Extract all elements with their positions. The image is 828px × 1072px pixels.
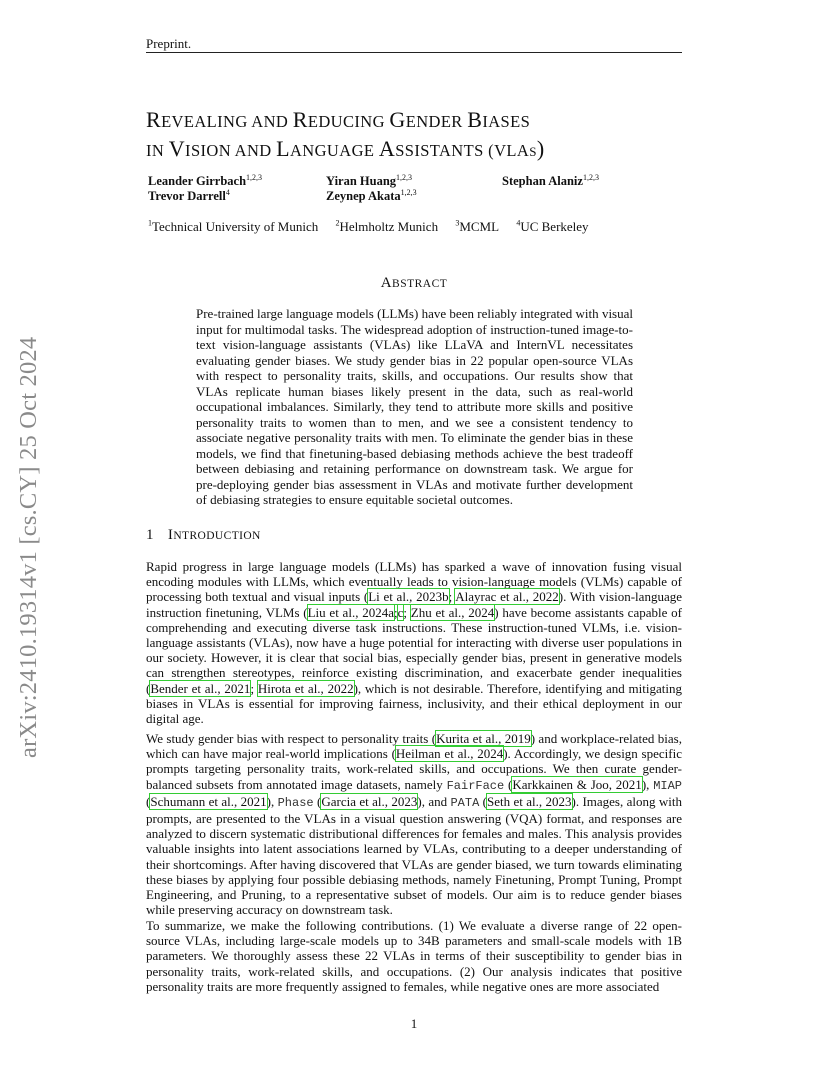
author-2	[326, 173, 412, 189]
affiliations	[148, 219, 603, 235]
title-text: V	[168, 136, 186, 161]
dataset-name: Phase	[277, 795, 314, 810]
affiliation-3	[455, 219, 499, 234]
author-affiliation-sup: 1,2,3	[396, 173, 413, 182]
section-title: NTRODUCTION	[173, 530, 261, 542]
author-1	[148, 173, 262, 189]
heading-text: BSTRACT	[392, 278, 448, 290]
paragraph-text: ), which is not desirable. Therefore, identifying and mitigating biases in VLAs is essential for improving fairness, inclusivity, and their ethical deployment in our digital age.	[146, 680, 682, 727]
title-text: SSISTANTS (VLA	[395, 141, 530, 160]
title-text: IASES	[482, 112, 531, 131]
citation-link[interactable]: Kurita et al., 2019	[436, 731, 531, 746]
heading-text: A	[380, 275, 393, 291]
author-name: Yiran Huang	[326, 174, 397, 189]
paragraph-text: ;	[393, 604, 398, 620]
page-number: 1	[410, 1016, 418, 1031]
dataset-name: MIAP	[653, 778, 683, 793]
citation-link[interactable]: Heilman et al., 2024	[395, 746, 504, 762]
author-5	[326, 188, 417, 204]
paragraph-text: Rapid progress in large language models (LLMs) has sparked a wave of innovation fusing visual encoding modules with LLMs, which eventually leads to vision-language models (VLMs) capable of processing both textual and visual inputs (	[146, 559, 682, 605]
paragraph-text: (	[146, 793, 151, 809]
citation-link[interactable]: Schumann et al., 2021	[150, 793, 267, 809]
author-3	[502, 173, 599, 189]
citation-link[interactable]: Garcia et al., 2023	[321, 793, 418, 809]
citation-link[interactable]: Seth et al., 2023	[487, 793, 572, 809]
paragraph-text: ;	[250, 680, 258, 696]
arxiv-watermark[interactable]: arXiv:2410.19314v1 [cs.CY] 25 Oct 2024	[15, 336, 42, 758]
title-text: ISION AND	[185, 141, 277, 160]
author-affiliation-sup: 4	[225, 188, 230, 197]
citation-link[interactable]: c	[397, 604, 404, 620]
intro-paragraph-3: To summarize, we make the following contributions. (1) We evaluate a diverse range of 22 open-source VLAs, including large-scale models up to 34B parameters and small-scale models with 1B parameters. We thoroughly assess these 22 VLAs in terms of their susceptibility to gender bias in personality traits, work-related skills, and occupations. (2) Our analysis indicates that positive personality traits are more frequently assigned to females, while negative ones are more associated	[146, 918, 682, 994]
citation-link[interactable]: Liu et al., 2024a	[307, 604, 394, 620]
paragraph-text: (	[504, 776, 513, 792]
paragraph-text: ),	[266, 793, 278, 809]
affiliation-sup: 1	[148, 219, 152, 228]
citation-link[interactable]: Li et al., 2023b	[368, 589, 449, 605]
abstract-text: Pre-trained large language models (LLMs) have been reliably integrated with visual input for multimodal tasks. The widespread adoption of instruction-tuned image-to-text vision-language assistants (VLAs) like LLaVA and InternVL necessitates evaluating gender biases. We study gender bias in 22 popular open-source VLAs with respect to personality traits, skills, and occupations. Our results show that VLAs replicate human biases likely present in the data, such as real-world occupational imbalances. Similarly, they tend to attribute more skills and positive personality traits to women than to men, and we see a consistent tendency to associate negative personality traits with men. To eliminate the gender bias in these models, we find that finetuning-based debiasing methods achieve the best tradeoff between debiasing and retaining performance on downstream task. We argue for pre-deploying gender bias assessment in VLAs and motivate further development of debiasing strategies to ensure equitable societal outcomes.	[196, 306, 633, 507]
section-title: I	[167, 527, 174, 543]
paragraph-text: (	[313, 793, 322, 809]
title-text: R	[292, 107, 308, 132]
affiliation-sup: 4	[516, 219, 521, 228]
title-text: R	[146, 107, 162, 132]
author-affiliation-sup: 1,2,3	[246, 173, 263, 182]
citation-link[interactable]: Alayrac et al., 2022	[455, 589, 559, 605]
intro-paragraph-1	[146, 559, 682, 726]
citation-link[interactable]: Karkkainen & Joo, 2021	[512, 776, 642, 792]
dataset-name: FairFace	[446, 778, 505, 793]
dataset-name: PATA	[450, 795, 480, 810]
affiliation-1	[148, 219, 318, 234]
header-rule	[146, 52, 682, 53]
author-name: Trevor Darrell	[148, 189, 226, 204]
paragraph-text: ), and	[417, 793, 451, 809]
title-text: L	[276, 136, 290, 161]
paragraph-text: ). With vision-language instruction finetuning, VLMs (	[146, 589, 682, 620]
paper-title	[146, 106, 706, 165]
paragraph-text: ;	[403, 604, 411, 620]
title-text: G	[389, 107, 406, 132]
title-text: ENDER	[405, 112, 468, 131]
paragraph-text: ;	[448, 589, 456, 605]
intro-paragraph-2	[146, 731, 682, 917]
title-text: S	[529, 144, 537, 159]
author-name: Zeynep Akata	[326, 189, 401, 204]
section-number: 1	[146, 527, 154, 543]
affiliation-sup: 3	[455, 219, 460, 228]
affiliation-2	[336, 219, 439, 234]
paragraph-text: ). Accordingly, we design specific prompts targeting personality traits, work-related skills, and occupations. We then curate gender-balanced subsets from annotated image datasets, namely	[146, 746, 682, 792]
author-name: Leander Girrbach	[148, 174, 247, 189]
affiliation-name: Helmholtz Munich	[339, 219, 439, 235]
title-text: ANGUAGE	[289, 141, 379, 160]
paragraph-text: ) and workplace-related bias, which can have major real-world implications (	[146, 731, 682, 762]
paragraph-text: (	[479, 793, 487, 809]
affiliation-name: MCML	[459, 219, 500, 235]
title-text: EVEALING AND	[161, 112, 293, 131]
author-4	[148, 188, 230, 204]
title-text: IN	[146, 141, 169, 160]
title-text: B	[467, 107, 483, 132]
affiliation-sup: 2	[335, 219, 340, 228]
affiliation-4	[516, 219, 588, 234]
affiliation-name: UC Berkeley	[520, 219, 589, 235]
title-line-2	[146, 135, 706, 165]
affiliation-name: Technical University of Munich	[152, 219, 319, 235]
paragraph-text: ). Images, along with prompts, are presented to the VLAs in a visual question answering (VQA) format, and responses are analyzed to discern systematic distributional differences for females and males. This analysis provides valuable insights into latent associations learned by VLAs, contributing to a deeper understanding of their shortcomings. After having discovered that VLAs are gender biased, we turn towards eliminating these biases by applying four possible debiasing methods, namely Finetuning, Prompt Tuning, Prompt Engineering, and Pruning, to a representative subset of models. Our aim is to reduce gender biases while preserving accuracy on downstream task.	[146, 793, 682, 918]
section-heading-introduction	[146, 527, 261, 544]
author-affiliation-sup: 1,2,3	[582, 173, 599, 182]
abstract-heading	[0, 275, 828, 292]
citation-link[interactable]: Bender et al., 2021	[150, 680, 251, 696]
paragraph-text: ),	[641, 776, 654, 792]
title-text: EDUCING	[307, 112, 390, 131]
paragraph-text: ) have become assistants capable of comprehending and executing diverse task instructions. These instruction-tuned VLMs, i.e. vision-language assistants (VLAs), now have a huge potential for interacting with diverse user populations in our society. However, it is clear that social bias, especially gender bias, present in generative models can strengthen stereotypes, reinforce existing discrimination, and exacerbate gender inequalities (	[146, 604, 682, 696]
citation-link[interactable]: Zhu et al., 2024	[410, 604, 495, 620]
title-text: A	[378, 136, 396, 161]
title-line-1	[146, 106, 706, 135]
paragraph-text: We study gender bias with respect to personality traits (	[146, 731, 437, 746]
author-affiliation-sup: 1,2,3	[400, 188, 417, 197]
citation-link[interactable]: Hirota et al., 2022	[257, 680, 354, 696]
title-text: )	[536, 136, 545, 161]
running-head: Preprint.	[146, 36, 192, 51]
author-name: Stephan Alaniz	[502, 174, 583, 189]
